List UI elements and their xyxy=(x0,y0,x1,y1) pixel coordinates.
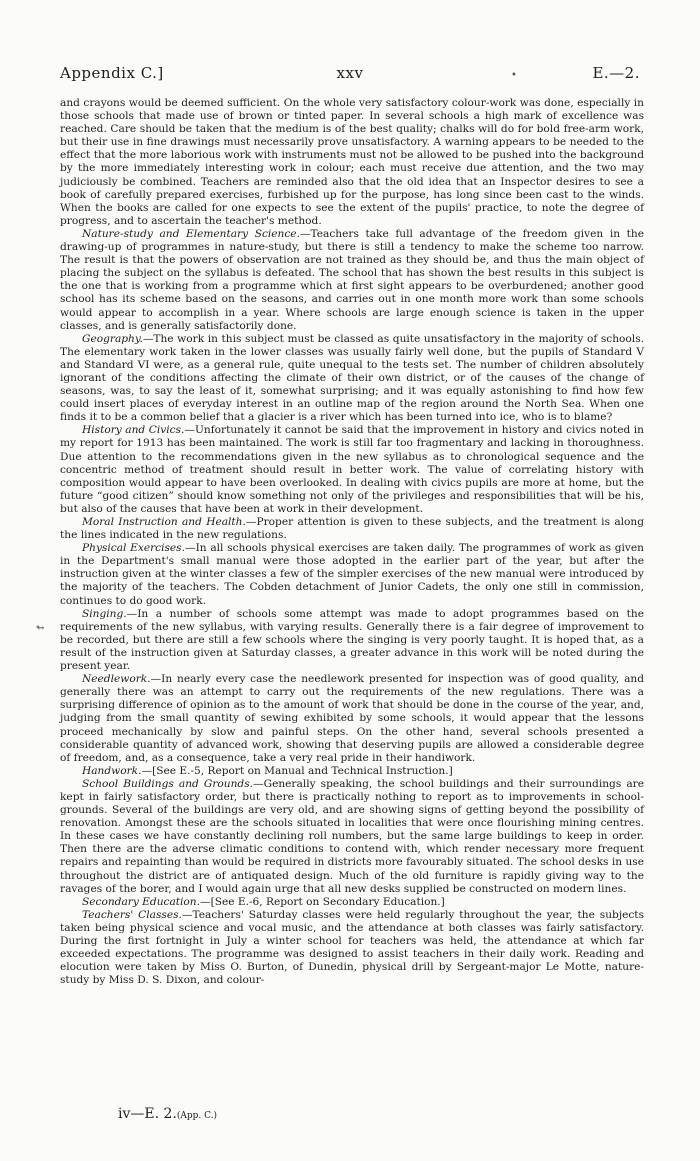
paragraph-text: —Proper attention is given to these subjects, and the treatment is along the lines indicated in the new regulations. xyxy=(60,516,645,542)
paragraph xyxy=(60,228,644,333)
section-heading: Teachers' Classes. xyxy=(82,908,182,921)
paragraph xyxy=(60,333,644,425)
paragraph xyxy=(60,97,644,228)
paragraph xyxy=(60,542,644,607)
paragraph xyxy=(60,608,644,673)
section-heading: Physical Exercises. xyxy=(82,542,185,555)
paragraph xyxy=(60,673,644,765)
paragraph-text: —Unfortunately it cannot be said that the improvement in history and civics noted in my report for 1913 has been maintained. The work is still far too fragmentary and lacking in thoroughness. Due attention to the recommendations given in the new syllabus as to chronological sequence and the concentric method of treatment should result in better work. The value of correlating history with composition would appear to have been overlooked. In dealing with civics pupils are more at home, but the future “good citizen” should know something not only of the privileges and responsibilities that will be his, but also of the causes that have been at work in their development. xyxy=(60,424,644,515)
paragraph-text: —In nearly every case the needlework presented for inspection was of good quality, and generally there was an attempt to carry out the requirements of the new regulations. There was a surprising difference of opinion as to the amount of work that should be done in the course of the year, and, judging from the small quantity of sewing exhibited by some schools, it would appear that the lessons proceed mechanically by slow and painful steps. On the other hand, several schools presented a considerable quantity of advanced work, showing that deserving pupils are allowed a considerable degree of freedom, and, as a consequence, take a very real pride in their handiwork. xyxy=(60,673,644,764)
section-heading: History and Civics. xyxy=(82,424,185,437)
section-heading: Needlework. xyxy=(82,673,151,686)
section-heading: Nature-study and Elementary Science. xyxy=(82,227,300,240)
paragraph-text: —Teachers take full advantage of the freedom given in the drawing-up of programmes in nature-study, but there is still a tendency to make the scheme too narrow. The result is that the powers of observation are not trained as they should be, and thus the main object of placing the subject on the syllabus is defeated. The school that has shown the best results in this subject is the one that is working from a programme which at first sight appears to be overburdened; another good school has its scheme based on the seasons, and carries out in one month more work than some schools would appear to accomplish in a year. Where schools are large enough science is taken in the upper classes, and is generally satisfactorily done. xyxy=(60,227,644,332)
footer-appendix-ref: (App. C.) xyxy=(176,1111,218,1121)
section-heading: Singing. xyxy=(82,607,127,620)
section-heading: Moral Instruction and Health. xyxy=(82,516,246,528)
paragraph xyxy=(60,424,644,516)
paragraph-text: —In all schools physical exercises are taken daily. The programmes of work as given in the Department's small manual were those adopted in the earlier part of the year, but after the instruction given at the winter classes a few of the simpler exercises of the new manual were introduced by the majority of the teachers. The Cobden detachment of Junior Cadets, the only one still in commission, continues to do good work. xyxy=(60,542,644,607)
paragraph xyxy=(60,896,644,909)
paragraph xyxy=(60,778,644,896)
section-heading: Handwork. xyxy=(82,764,142,777)
paragraph-text: —Teachers' Saturday classes were held regularly throughout the year, the subjects taken being physical science and vocal music, and the attendance at both classes was fairly satisfactory. During the first fortnight in July a winter school for teachers was held, the attendance at which far exceeded expectations. The programme was designed to assist teachers in their daily work. Reading and elocution were taken by Miss O. Burton, of Dunedin, physical drill by Sergeant-major Le Motte, nature-study by Miss D. S. Dixon, and colour- xyxy=(60,908,645,987)
paragraph-text: —[See E.-6, Report on Secondary Education.] xyxy=(199,895,445,908)
paragraph-text: —In a number of schools some attempt was made to adopt programmes based on the requirements of the new syllabus, with varying results. Generally there is a fair degree of improvement to be recorded, but there are still a few schools where the singing is very poorly taught. It is hoped that, as a result of the instruction given at Saturday classes, a greater advance in this work will be noted during the present year. xyxy=(60,607,644,673)
paragraph xyxy=(60,909,644,988)
page-footer xyxy=(118,1106,217,1122)
section-heading: Geography. xyxy=(82,332,143,345)
paragraph-text: —[See E.-5, Report on Manual and Technical Instruction.] xyxy=(141,764,453,777)
paragraph xyxy=(60,516,644,542)
ink-speck: • xyxy=(511,70,517,81)
margin-tick-mark: ↬ xyxy=(36,623,45,634)
header-report-code: E.—2. xyxy=(592,64,640,82)
footer-signature: iv—E. 2. xyxy=(118,1106,177,1122)
header-appendix-label: Appendix C.] xyxy=(60,64,164,82)
paragraph-text: and crayons would be deemed sufficient. On the whole very satisfactory colour-work was done, especially in those schools that made use of brown or tinted paper. In several schools a high mark of excellence was reached. Care should be taken that the medium is of the best quality; chalks will do for bold free-arm work, but their use in fine drawings must necessarily prove unsatisfactory. A warning appears to be needed to the effect that the more laborious work with instruments must not be allowed to be pushed into the background by the more immediately interesting work in colour; each must receive due attention, and the two may judiciously be combined. Teachers are reminded also that the old idea that an Inspector desires to see a book of carefully prepared exercises, furbished up for the purpose, has long since been cast to the winds. When the books are called for one expects to see the extent of the pupils' practice, to note the degree of progress, and to ascertain the teacher's method. xyxy=(60,97,644,227)
paragraph-text: —Generally speaking, the school buildings and their surroundings are kept in fairly satisfactory order, but there is practically nothing to report as to improvements in school-grounds. Several of the buildings are very old, and are showing signs of getting beyond the possibility of renovation. Amongst these are the schools situated in localities that were once flourishing mining centres. In these cases we have constantly declining roll numbers, but the same large buildings to keep in order. Then there are the adverse climatic conditions to contend with, which render necessary more frequent repairs and repainting than would be required in districts more favourably situated. The school desks in use throughout the district are of antiquated design. Much of the old furniture is rapidly giving way to the ravages of the borer, and I would again urge that all new desks supplied be constructed on modern lines. xyxy=(60,777,644,895)
paragraph xyxy=(60,765,644,778)
header-page-number: xxv xyxy=(336,64,364,82)
body-text xyxy=(60,97,644,987)
paragraph-text: —The work in this subject must be classed as quite unsatisfactory in the majority of schools. The elementary work taken in the lower classes was usually fairly well done, but the pupils of Standard V and Standard VI were, as a general rule, quite unequal to the tests set. The number of children absolutely ignorant of the conditions affecting the climate of their own district, or of the causes of the change of seasons, was, to say the least of it, somewhat surprising; and it was equally astonishing to find how few could insert places of everyday interest in an outline map of the region around the North Sea. When one finds it to be a common belief that a glacier is a river which has been turned into ice, who is to blame? xyxy=(60,332,644,424)
section-heading: School Buildings and Grounds. xyxy=(82,777,254,790)
page-header xyxy=(60,64,640,86)
section-heading: Secondary Education. xyxy=(82,895,200,908)
